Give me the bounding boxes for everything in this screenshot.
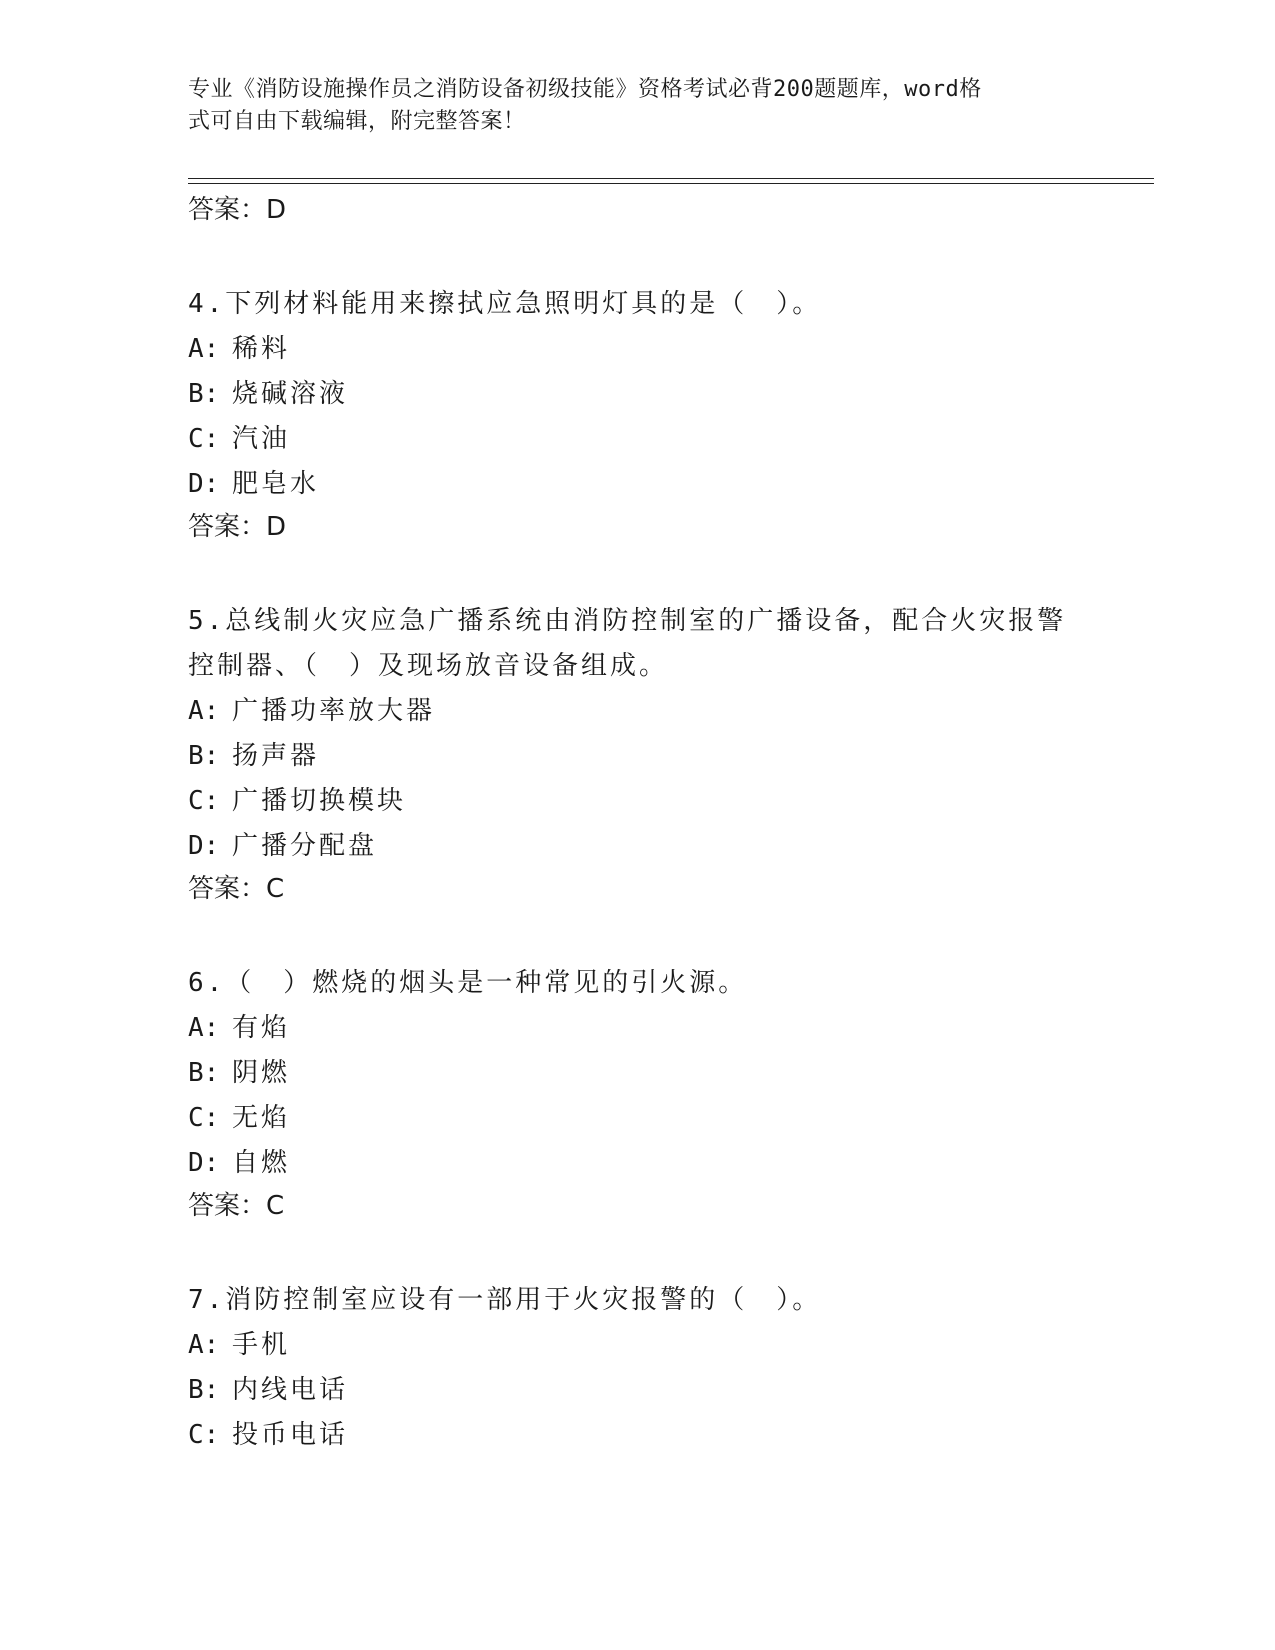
question-answer: 答案：C xyxy=(188,874,285,904)
spacer xyxy=(188,553,1088,599)
question-answer: 答案：D xyxy=(188,512,287,542)
previous-answer: 答案：D xyxy=(188,195,287,225)
option-letter: B: xyxy=(188,1058,220,1088)
option-a xyxy=(188,689,1088,734)
question-5 xyxy=(188,599,1088,915)
option-a xyxy=(188,327,1088,372)
question-7 xyxy=(188,1278,1088,1458)
option-letter: C: xyxy=(188,1103,220,1133)
option-letter: B: xyxy=(188,379,220,409)
question-6 xyxy=(188,961,1088,1232)
option-text: 无焰 xyxy=(232,1103,291,1133)
spacer xyxy=(188,1232,1088,1278)
option-text: 烧碱溶液 xyxy=(232,379,349,409)
option-c xyxy=(188,1096,1088,1141)
option-text: 有焰 xyxy=(232,1013,291,1043)
question-stem-line: 7.消防控制室应设有一部用于火灾报警的（ ）。 xyxy=(188,1285,822,1315)
option-letter: C: xyxy=(188,424,220,454)
option-c xyxy=(188,417,1088,462)
option-text: 肥皂水 xyxy=(232,469,320,499)
option-b xyxy=(188,1051,1088,1096)
option-letter: D: xyxy=(188,1148,220,1178)
option-letter: B: xyxy=(188,741,220,771)
option-text: 汽油 xyxy=(232,424,291,454)
option-text: 扬声器 xyxy=(232,741,320,771)
question-stem-line: 4.下列材料能用来擦拭应急照明灯具的是（ ）。 xyxy=(188,289,822,319)
question-stem-line: 控制器、（ ）及现场放音设备组成。 xyxy=(188,651,669,681)
document-body xyxy=(188,190,1088,1458)
header-rule-top xyxy=(188,178,1154,179)
question-4 xyxy=(188,282,1088,553)
option-text: 投币电话 xyxy=(232,1420,349,1450)
option-letter: A: xyxy=(188,334,220,364)
option-text: 自燃 xyxy=(232,1148,291,1178)
option-a xyxy=(188,1323,1088,1368)
option-text: 手机 xyxy=(232,1330,291,1360)
spacer xyxy=(188,236,1088,282)
option-letter: A: xyxy=(188,1330,220,1360)
option-text: 稀料 xyxy=(232,334,291,364)
option-d xyxy=(188,462,1088,507)
option-text: 广播分配盘 xyxy=(232,831,378,861)
option-letter: B: xyxy=(188,1375,220,1405)
header-rule-bottom xyxy=(188,183,1154,184)
option-text: 广播功率放大器 xyxy=(232,696,436,726)
spacer xyxy=(188,915,1088,961)
option-b xyxy=(188,734,1088,779)
document-header xyxy=(188,74,1068,138)
option-letter: A: xyxy=(188,1013,220,1043)
option-text: 广播切换模块 xyxy=(232,786,407,816)
option-text: 阴燃 xyxy=(232,1058,291,1088)
option-letter: D: xyxy=(188,469,220,499)
question-stem-line: 5.总线制火灾应急广播系统由消防控制室的广播设备，配合火灾报警 xyxy=(188,606,1067,636)
option-letter: C: xyxy=(188,1420,220,1450)
option-letter: D: xyxy=(188,831,220,861)
option-a xyxy=(188,1006,1088,1051)
option-text: 内线电话 xyxy=(232,1375,349,1405)
option-b xyxy=(188,1368,1088,1413)
option-b xyxy=(188,372,1088,417)
question-stem-line: 6.（ ）燃烧的烟头是一种常见的引火源。 xyxy=(188,968,748,998)
option-c xyxy=(188,779,1088,824)
option-letter: A: xyxy=(188,696,220,726)
header-line-1: 专业《消防设施操作员之消防设备初级技能》资格考试必背200题题库，word格 xyxy=(188,77,982,102)
option-c xyxy=(188,1413,1088,1458)
option-d xyxy=(188,824,1088,869)
option-letter: C: xyxy=(188,786,220,816)
option-d xyxy=(188,1141,1088,1186)
question-answer: 答案：C xyxy=(188,1191,285,1221)
header-line-2: 式可自由下载编辑，附完整答案！ xyxy=(188,109,526,134)
